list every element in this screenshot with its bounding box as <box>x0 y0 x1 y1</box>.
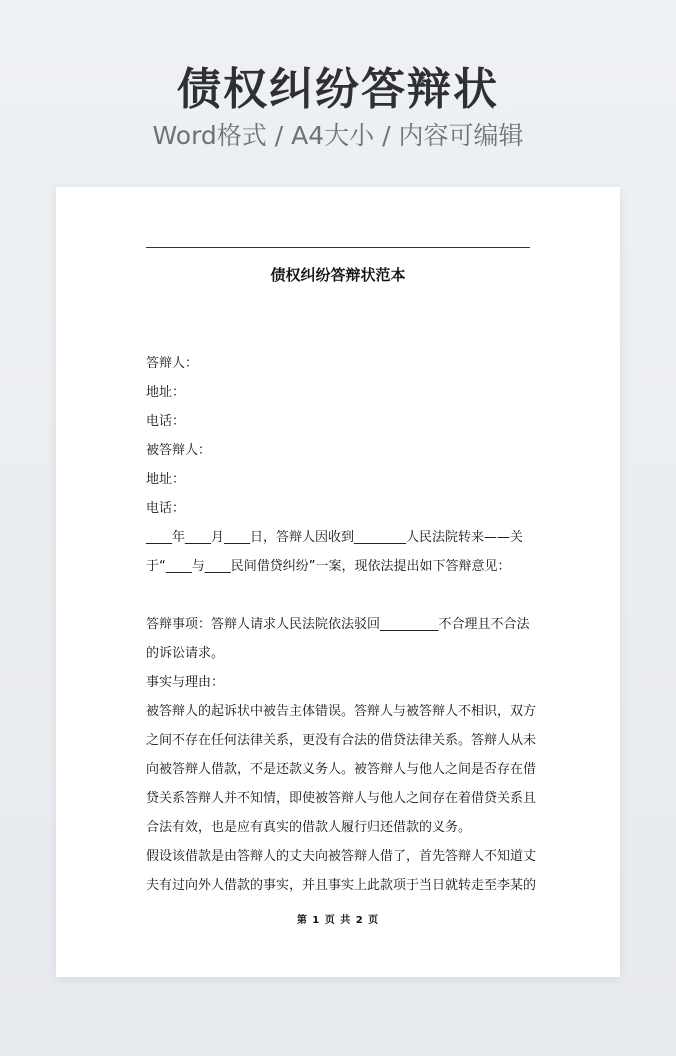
facts-line-3: 向被答辩人借款，不是还款义务人。被答辩人与他人之间是否存在借 <box>146 762 537 777</box>
facts-line-6: 假设该借款是由答辩人的丈夫向被答辩人借了，首先答辩人不知道丈 <box>146 849 537 864</box>
document-title: 债权纠纷答辩状范本 <box>270 266 406 284</box>
facts-line-1: 被答辩人的起诉状中被告主体错误。答辩人与被答辩人不相识，双方 <box>146 704 537 719</box>
facts-heading: 事实与理由： <box>146 675 225 690</box>
intro-line-1: ____年____月____日，答辩人因收到________人民法院转来——关 <box>146 530 524 545</box>
facts-line-5: 合法有效，也是应有真实的借款人履行归还借款的义务。 <box>146 820 472 835</box>
banner-subtitle: Word格式 / A4大小 / 内容可编辑 <box>152 121 524 150</box>
banner-title: 债权纠纷答辩状 <box>177 64 499 115</box>
respondent-address-label: 地址： <box>146 385 186 400</box>
intro-line-2: 于“____与____民间借贷纠纷”一案，现依法提出如下答辩意见： <box>146 559 511 574</box>
respondent-phone-label: 电话： <box>146 414 186 429</box>
defense-items-line-1: 答辩事项：答辩人请求人民法院依法驳回_________不合理且不合法 <box>146 617 530 632</box>
facts-line-4: 贷关系答辩人并不知情，即使被答辩人与他人之间存在着借贷关系且 <box>146 791 537 806</box>
header-rule <box>146 247 530 248</box>
page-number-footer: 第 1 页 共 2 页 <box>296 915 380 926</box>
document-body <box>146 349 537 900</box>
respondent-label: 答辩人： <box>146 356 199 371</box>
facts-line-2: 之间不存在任何法律关系，更没有合法的借贷法律关系。答辩人从未 <box>146 733 537 748</box>
facts-line-7: 夫有过向外人借款的事实，并且事实上此款项于当日就转走至李某的 <box>146 878 537 893</box>
plaintiff-label: 被答辩人： <box>146 443 212 458</box>
paragraph-gap <box>146 581 530 610</box>
plaintiff-address-label: 地址： <box>146 472 186 487</box>
defense-items-line-2: 的诉讼请求。 <box>146 646 225 661</box>
plaintiff-phone-label: 电话： <box>146 501 186 516</box>
document-page <box>56 187 620 977</box>
